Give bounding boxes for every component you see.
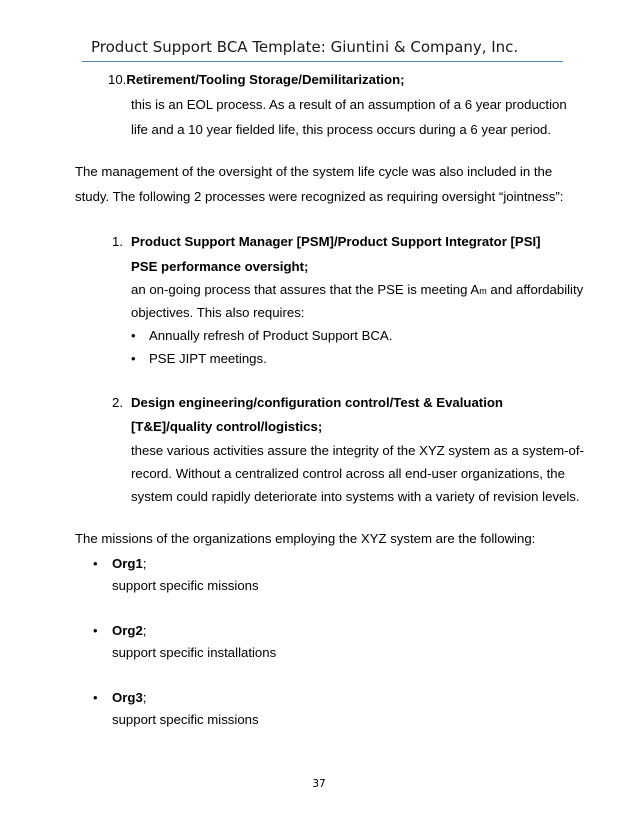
- paragraph-1-line-2: study. The following 2 processes were recognized as requiring oversight “jointness”:: [75, 189, 564, 204]
- process-2-number: 2.: [112, 395, 123, 410]
- header-rule: [82, 61, 563, 62]
- org-2-separator: ;: [142, 623, 147, 638]
- org-3-separator: ;: [142, 690, 147, 705]
- process-2-text-line-1: these various activities assure the integrity of the XYZ system as a system-of-: [131, 443, 584, 458]
- process-1-text-a: an on-going process that assures that the PSE is meeting A: [131, 282, 480, 297]
- bullet-icon: •: [131, 328, 136, 343]
- page-number: 37: [312, 778, 326, 790]
- process-1-subscript: m: [479, 286, 487, 296]
- process-1-bullet-2: PSE JIPT meetings.: [149, 351, 267, 366]
- process-1-text-line-1: [131, 282, 583, 299]
- org-3-description: support specific missions: [112, 712, 259, 727]
- org-1-heading: [112, 556, 146, 572]
- item-10-heading-line: [108, 72, 405, 88]
- org-2-heading: [112, 623, 146, 639]
- process-2-heading-1: Design engineering/configuration control/Test & Evaluation: [131, 395, 503, 410]
- paragraph-1-line-1: The management of the oversight of the system life cycle was also included in the: [75, 164, 553, 179]
- paragraph-2-line-1: The missions of the organizations employing the XYZ system are the following:: [75, 531, 536, 546]
- org-1-separator: ;: [142, 556, 147, 571]
- process-1-heading-2: PSE performance oversight;: [131, 259, 309, 274]
- bullet-icon: •: [131, 351, 136, 366]
- process-1-text-line-2: objectives. This also requires:: [131, 305, 305, 320]
- process-2-text-line-3: system could rapidly deteriorate into systems with a variety of revision levels.: [131, 489, 580, 504]
- process-1-text-b: and affordability: [486, 282, 584, 297]
- process-2-text-line-2: record. Without a centralized control across all end-user organizations, the: [131, 466, 565, 481]
- org-3-name: Org3: [112, 690, 143, 705]
- org-1-name: Org1: [112, 556, 143, 571]
- bullet-icon: •: [93, 556, 98, 571]
- org-1-description: support specific missions: [112, 578, 259, 593]
- process-1-bullet-1: Annually refresh of Product Support BCA.: [149, 328, 393, 343]
- bullet-icon: •: [93, 623, 98, 638]
- org-2-description: support specific installations: [112, 645, 277, 660]
- process-1-heading-1: Product Support Manager [PSM]/Product Support Integrator [PSI]: [131, 234, 541, 249]
- org-3-heading: [112, 690, 146, 706]
- org-2-name: Org2: [112, 623, 143, 638]
- process-1-number: 1.: [112, 234, 123, 249]
- process-2-heading-2: [T&E]/quality control/logistics;: [131, 419, 323, 434]
- item-10-number: 10.: [108, 72, 127, 87]
- running-header: Product Support BCA Template: Giuntini & Company, Inc.: [91, 38, 519, 56]
- item-10-text-line-1: this is an EOL process. As a result of an assumption of a 6 year production: [131, 97, 567, 112]
- item-10-text-line-2: life and a 10 year fielded life, this process occurs during a 6 year period.: [131, 122, 552, 137]
- item-10-heading: Retirement/Tooling Storage/Demilitarization;: [126, 72, 405, 87]
- bullet-icon: •: [93, 690, 98, 705]
